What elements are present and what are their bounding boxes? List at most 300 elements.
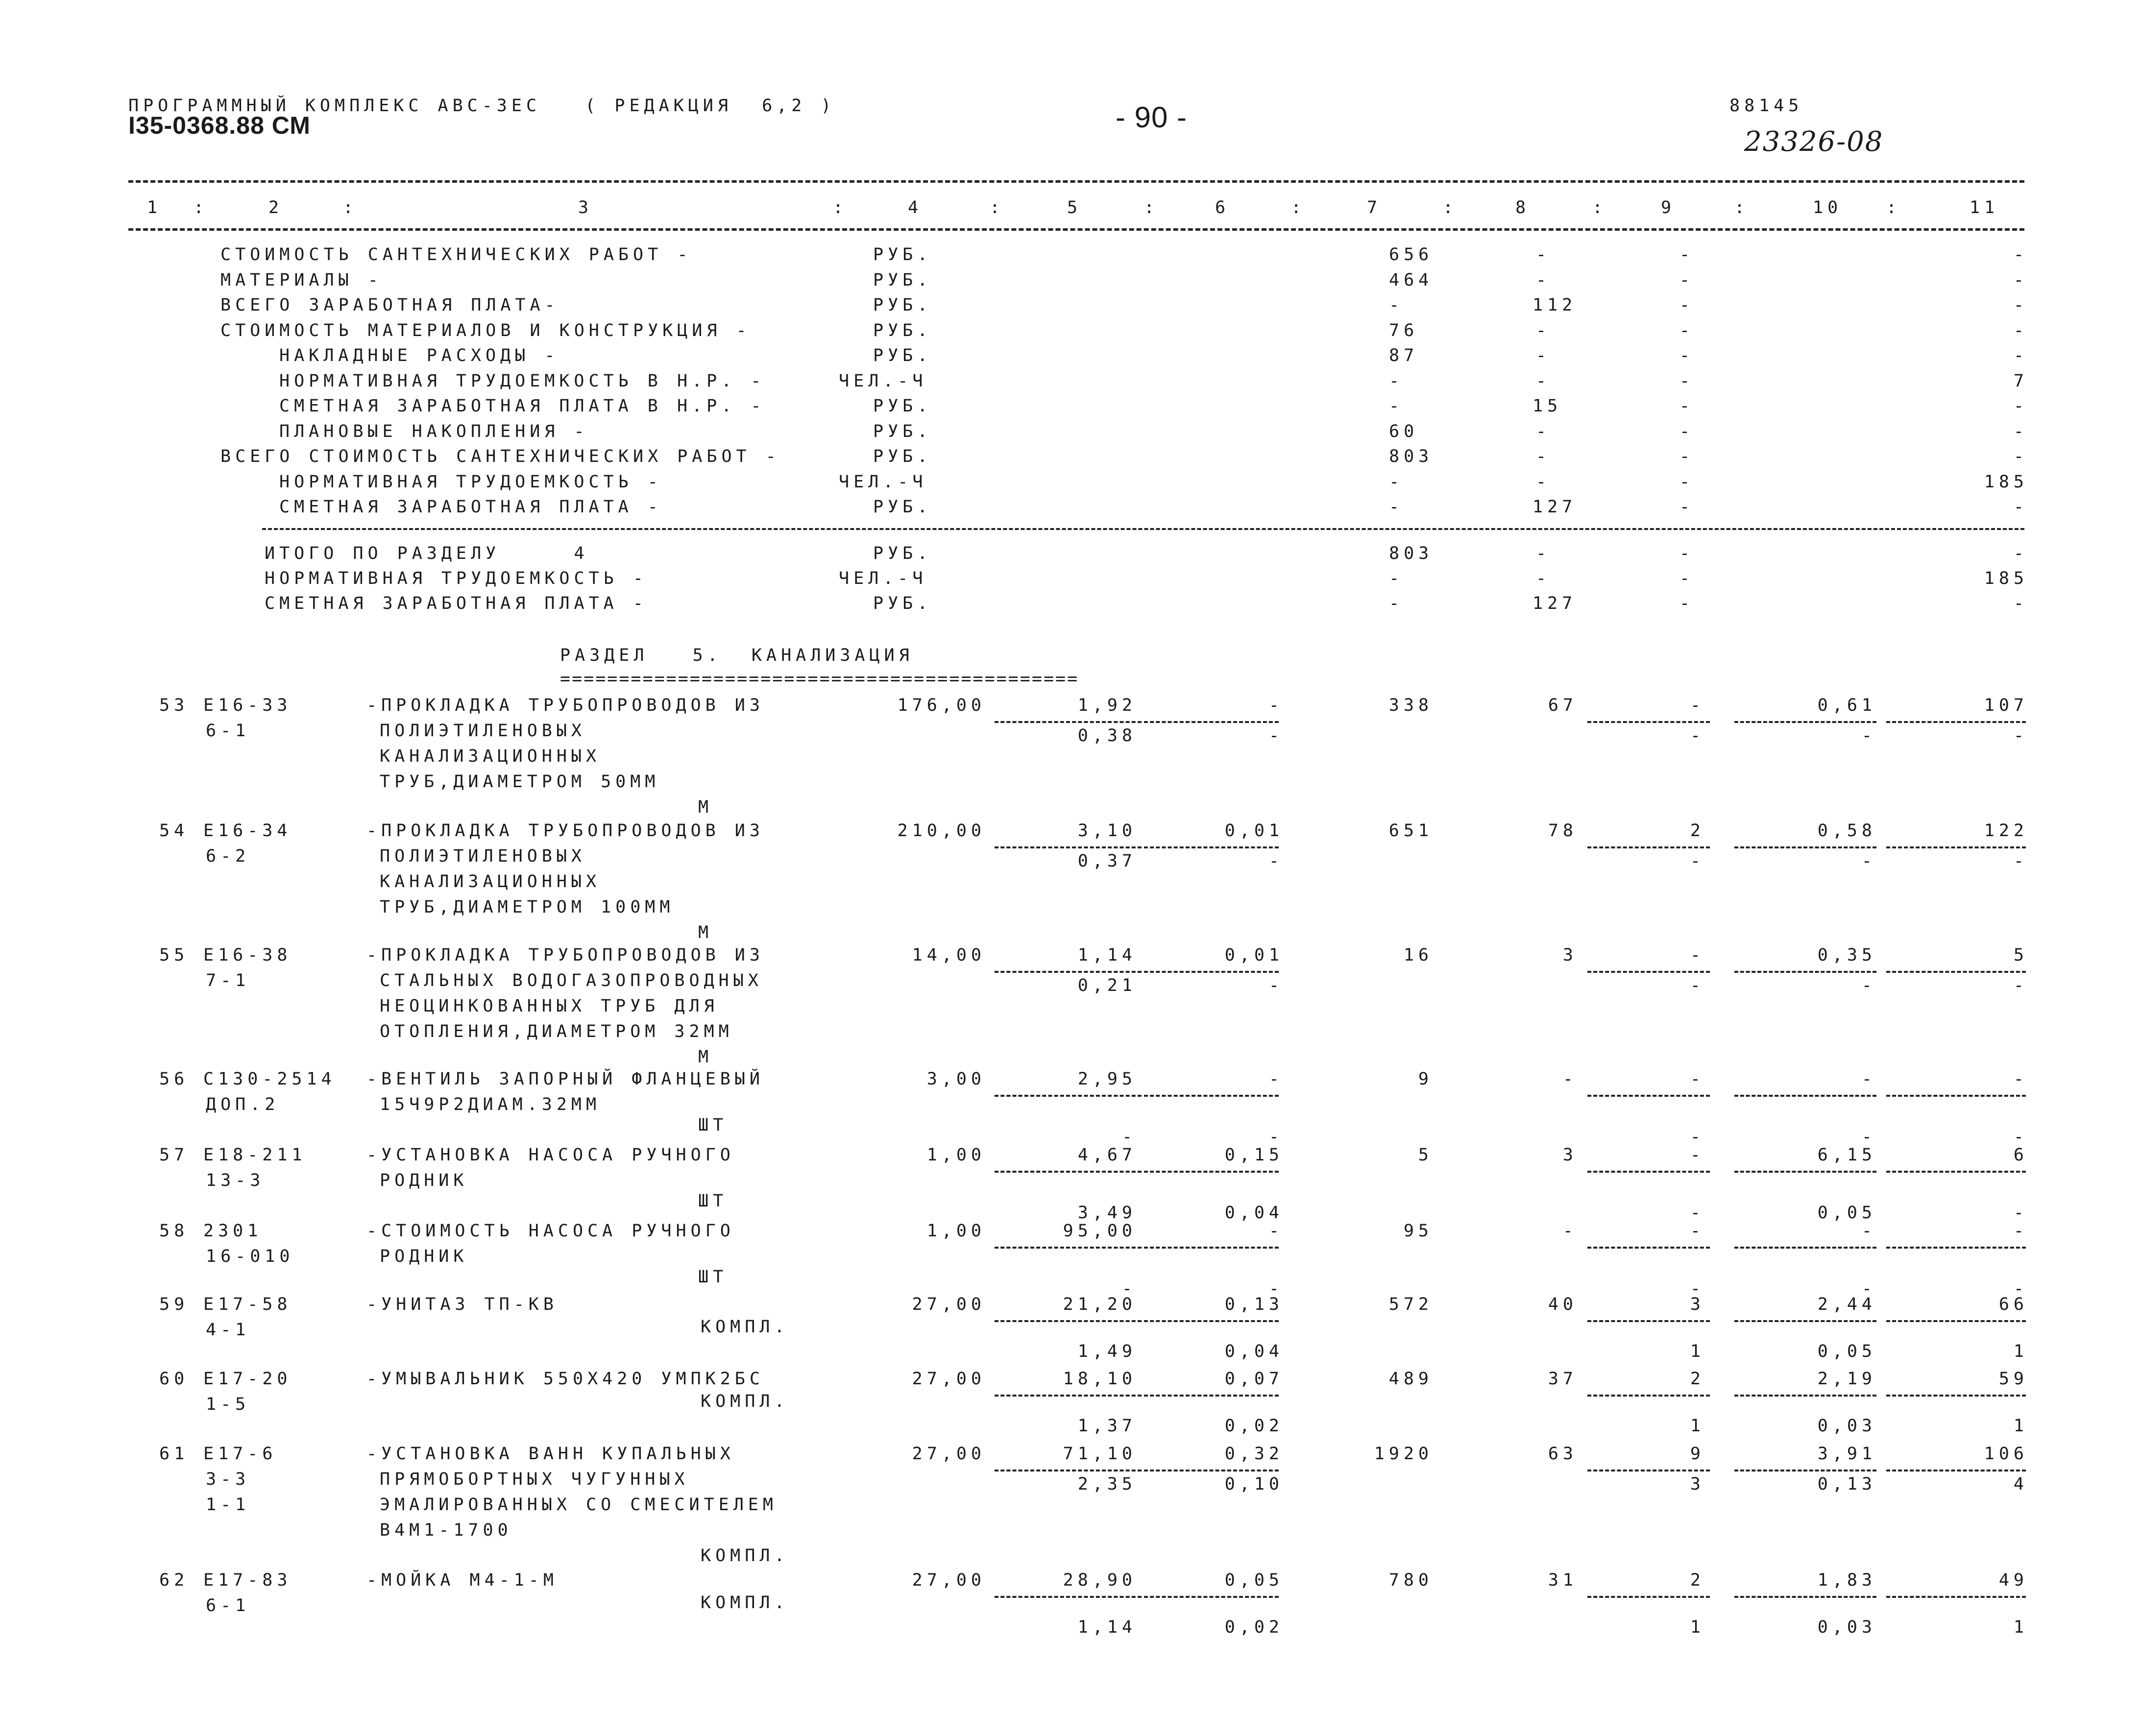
item-c11b: - — [2013, 851, 2028, 871]
item-c9b: 1 — [1690, 1617, 1705, 1637]
summary-row-col7: - — [1389, 295, 1404, 315]
item-description-line: -УМЫВАЛЬНИК 550Х420 УМПК2БС — [366, 1369, 764, 1389]
item-c5: 4,67 — [1077, 1145, 1137, 1165]
item-c8: 40 — [1548, 1295, 1578, 1314]
item-c5b: - — [1121, 1127, 1137, 1147]
column-header-cell: : — [833, 198, 848, 217]
item-description-line: -УНИТАЗ ТП-КВ — [366, 1295, 558, 1314]
item-c5b: 1,14 — [1077, 1617, 1137, 1637]
item-number: 58 — [159, 1221, 189, 1241]
item-subrule — [1587, 1470, 1710, 1471]
summary-row-col9: - — [1679, 421, 1695, 441]
column-header-cell: 10 — [1813, 198, 1843, 217]
totals-row-unit: ЧЕЛ.-Ч — [839, 569, 927, 588]
item-code-sub: 13-3 — [206, 1171, 265, 1190]
summary-row-col7: 803 — [1389, 447, 1434, 466]
item-c9b: 3 — [1690, 1474, 1705, 1494]
item-number: 61 — [159, 1444, 189, 1464]
item-code-sub: 6-1 — [206, 721, 250, 741]
summary-row-unit: РУБ. — [873, 320, 932, 340]
item-description-line: ТРУБ,ДИАМЕТРОМ 50ММ — [380, 772, 660, 792]
summary-row-col7: - — [1389, 396, 1404, 416]
item-c7: 16 — [1403, 945, 1433, 965]
item-c9: 2 — [1690, 821, 1705, 841]
item-c11: 66 — [1998, 1295, 2028, 1314]
item-subrule — [995, 1470, 1142, 1471]
item-c5b: 0,21 — [1077, 976, 1137, 995]
item-c10: 0,61 — [1817, 696, 1876, 715]
item-c7: 489 — [1388, 1369, 1433, 1389]
item-subrule — [1587, 1395, 1710, 1397]
item-c5: 2,95 — [1077, 1069, 1137, 1089]
item-c6b: 0,02 — [1224, 1416, 1284, 1436]
totals-row-col9: - — [1679, 544, 1695, 563]
item-subrule — [1144, 1247, 1279, 1249]
summary-row-col8: 15 — [1533, 396, 1562, 416]
summary-row-col8: - — [1536, 270, 1551, 290]
item-c10b: 0,13 — [1817, 1474, 1876, 1494]
item-description-line: В4М1-1700 — [380, 1520, 512, 1540]
summary-row-col7: - — [1389, 497, 1404, 517]
summary-row-label: СМЕТНАЯ ЗАРАБОТНАЯ ПЛАТА - — [279, 497, 662, 517]
item-code-sub: 16-010 — [206, 1247, 294, 1266]
item-c9: 2 — [1690, 1570, 1705, 1590]
item-code: Е18-211 — [203, 1145, 307, 1165]
item-c4: 210,00 — [897, 821, 986, 841]
item-subrule — [1886, 1470, 2026, 1471]
item-subrule — [1144, 1470, 1279, 1471]
item-c11: - — [2013, 1221, 2028, 1241]
item-c10: 6,15 — [1817, 1145, 1876, 1165]
item-c5: 71,10 — [1063, 1444, 1137, 1464]
item-subrule — [1886, 971, 2026, 973]
totals-row-col11: 185 — [1984, 569, 2028, 588]
item-subrule — [1886, 1171, 2026, 1173]
item-c4: 1,00 — [926, 1145, 986, 1165]
item-description-line: ЭМАЛИРОВАННЫХ СО СМЕСИТЕЛЕМ — [380, 1495, 778, 1515]
item-description-line: -ВЕНТИЛЬ ЗАПОРНЫЙ ФЛАНЦЕВЫЙ — [366, 1069, 764, 1089]
summary-row-col7: 60 — [1389, 421, 1419, 441]
item-c9b: - — [1690, 1127, 1705, 1147]
summary-row-col11: - — [2013, 497, 2028, 517]
summary-row-label: НОРМАТИВНАЯ ТРУДОЕМКОСТЬ В Н.Р. - — [279, 371, 766, 391]
item-subrule — [995, 1171, 1142, 1173]
item-subrule — [1144, 971, 1279, 973]
item-c10b: - — [1861, 726, 1876, 746]
summary-row-label: НОРМАТИВНАЯ ТРУДОЕМКОСТЬ - — [279, 472, 662, 492]
totals-row-col7: - — [1389, 594, 1404, 613]
item-code: Е16-33 — [203, 696, 292, 715]
summary-row-col11: - — [2013, 320, 2028, 340]
item-unit: М — [698, 1047, 713, 1067]
item-c11: 107 — [1984, 696, 2028, 715]
item-subrule — [1144, 1596, 1279, 1598]
item-subrule — [1734, 846, 1876, 848]
item-code: Е17-6 — [203, 1444, 277, 1464]
summary-row-col9: - — [1679, 371, 1695, 391]
item-c5b: 1,37 — [1077, 1416, 1137, 1436]
item-code-sub: 1-5 — [206, 1395, 250, 1414]
item-description-line: -ПРОКЛАДКА ТРУБОПРОВОДОВ ИЗ — [366, 696, 764, 715]
item-c9: - — [1690, 1221, 1705, 1241]
item-subrule — [1886, 846, 2026, 848]
item-subrule — [1587, 1596, 1710, 1598]
column-header-cell: : — [990, 198, 1005, 217]
column-header-cell: 7 — [1367, 198, 1382, 217]
item-subrule — [995, 1395, 1142, 1397]
item-c8: 31 — [1548, 1570, 1578, 1590]
summary-row-col11: - — [2013, 245, 2028, 265]
item-subrule — [1587, 1095, 1710, 1097]
item-c5: 21,20 — [1063, 1295, 1137, 1314]
item-subrule — [1886, 1095, 2026, 1097]
header-top-rule — [128, 180, 2024, 183]
item-description-line: НЕОЦИНКОВАННЫХ ТРУБ ДЛЯ — [380, 996, 719, 1016]
item-c4: 176,00 — [897, 696, 986, 715]
item-description-line: ПОЛИЭТИЛЕНОВЫХ — [380, 846, 586, 866]
item-code: Е16-34 — [203, 821, 292, 841]
item-c9: 3 — [1690, 1295, 1705, 1314]
totals-row-col7: 803 — [1389, 544, 1434, 563]
item-subrule — [1144, 1395, 1279, 1397]
item-code-sub: 6-1 — [206, 1596, 250, 1615]
summary-row-unit: РУБ. — [873, 295, 932, 315]
summary-row-label: ПЛАНОВЫЕ НАКОПЛЕНИЯ - — [279, 421, 589, 441]
item-subrule — [1734, 1095, 1876, 1097]
item-c8: 63 — [1548, 1444, 1578, 1464]
item-c4: 27,00 — [912, 1369, 986, 1389]
totals-row-unit: РУБ. — [873, 544, 932, 563]
summary-row-label: НАКЛАДНЫЕ РАСХОДЫ - — [279, 346, 560, 365]
summary-row-col7: 656 — [1389, 245, 1434, 265]
item-description-line: -УСТАНОВКА НАСОСА РУЧНОГО — [366, 1145, 735, 1165]
item-description-line: ПОЛИЭТИЛЕНОВЫХ — [380, 721, 586, 741]
item-c11b: 4 — [2013, 1474, 2028, 1494]
item-c9b: - — [1690, 1203, 1705, 1223]
item-c8: 67 — [1548, 696, 1578, 715]
item-subrule — [1587, 1320, 1710, 1322]
item-number: 62 — [159, 1570, 189, 1590]
summary-row-unit: РУБ. — [873, 396, 932, 416]
item-c6: 0,01 — [1224, 945, 1284, 965]
item-c5b: - — [1121, 1279, 1137, 1299]
item-subrule — [995, 1320, 1142, 1322]
item-description-line: РОДНИК — [380, 1171, 468, 1190]
item-c11b: - — [2013, 1127, 2028, 1147]
item-c7: 780 — [1388, 1570, 1433, 1590]
item-subrule — [1587, 971, 1710, 973]
item-subrule — [995, 1596, 1142, 1598]
item-c4: 14,00 — [912, 945, 986, 965]
item-c5b: 0,37 — [1077, 851, 1137, 871]
item-description-line: КАНАЛИЗАЦИОННЫХ — [380, 872, 601, 892]
item-number: 56 — [159, 1069, 189, 1089]
item-c4: 27,00 — [912, 1570, 986, 1590]
item-c6b: - — [1268, 1127, 1284, 1147]
item-code-sub: 7-1 — [206, 971, 250, 990]
summary-row-unit: ЧЕЛ.-Ч — [839, 472, 927, 492]
column-header-cell: 5 — [1067, 198, 1082, 217]
item-c5: 3,10 — [1077, 821, 1137, 841]
handwritten-note: 23326-08 — [1744, 126, 1884, 158]
summary-row-col11: - — [2013, 270, 2028, 290]
item-c6b: 0,04 — [1224, 1342, 1284, 1361]
summary-row-label: ВСЕГО ЗАРАБОТНАЯ ПЛАТА- — [220, 295, 560, 315]
item-c10b: - — [1861, 976, 1876, 995]
summary-row-col8: - — [1536, 320, 1551, 340]
item-subrule — [1886, 1320, 2026, 1322]
totals-row-unit: РУБ. — [873, 594, 932, 613]
item-c6: - — [1268, 1221, 1284, 1241]
summary-row-col7: 464 — [1389, 270, 1434, 290]
item-unit: КОМПЛ. — [701, 1392, 789, 1411]
item-c9b: 1 — [1690, 1416, 1705, 1436]
item-c4: 1,00 — [926, 1221, 986, 1241]
totals-row-col11: - — [2013, 544, 2028, 563]
item-code: 2301 — [203, 1221, 263, 1241]
item-c7: 95 — [1403, 1221, 1433, 1241]
summary-row-col8: - — [1536, 371, 1551, 391]
item-c5: 95,00 — [1063, 1221, 1137, 1241]
item-code: Е17-83 — [203, 1570, 292, 1590]
item-c6: - — [1268, 1069, 1284, 1089]
summary-row-col9: - — [1679, 320, 1695, 340]
item-c9b: - — [1690, 726, 1705, 746]
item-subrule — [1734, 1470, 1876, 1471]
item-description-line: -МОЙКА М4-1-М — [366, 1570, 558, 1590]
summary-row-col9: - — [1679, 346, 1695, 365]
item-c8: 78 — [1548, 821, 1578, 841]
item-description-line: -СТОИМОСТЬ НАСОСА РУЧНОГО — [366, 1221, 735, 1241]
item-subrule — [1144, 1320, 1279, 1322]
column-header-cell: 6 — [1215, 198, 1230, 217]
column-header-cell: : — [1291, 198, 1306, 217]
column-header-cell: 4 — [908, 198, 923, 217]
item-code-sub: 4-1 — [206, 1320, 250, 1340]
item-c11: 122 — [1984, 821, 2028, 841]
item-unit: ШТ — [698, 1115, 728, 1135]
item-number: 53 — [159, 696, 189, 715]
summary-row-col8: 112 — [1533, 295, 1577, 315]
item-c6: 0,15 — [1224, 1145, 1284, 1165]
item-c7: 9 — [1418, 1069, 1433, 1089]
item-subrule — [1587, 1171, 1710, 1173]
item-c9: - — [1690, 945, 1705, 965]
item-c11: 106 — [1984, 1444, 2028, 1464]
item-code-sub: 6-2 — [206, 846, 250, 866]
summary-row-unit: РУБ. — [873, 447, 932, 466]
item-c11: 59 — [1998, 1369, 2028, 1389]
item-code-sub: ДОП.2 — [206, 1095, 280, 1114]
summary-row-col9: - — [1679, 472, 1695, 492]
summary-row-label: СМЕТНАЯ ЗАРАБОТНАЯ ПЛАТА В Н.Р. - — [279, 396, 766, 416]
header-bottom-rule — [128, 228, 2024, 231]
item-subrule — [1734, 1171, 1876, 1173]
summary-row-col11: 185 — [1984, 472, 2028, 492]
summary-row-col7: - — [1389, 472, 1404, 492]
section-underline: ============================================ — [560, 669, 1079, 689]
summary-row-col9: - — [1679, 295, 1695, 315]
item-description-line: РОДНИК — [380, 1247, 468, 1266]
item-description-line: -ПРОКЛАДКА ТРУБОПРОВОДОВ ИЗ — [366, 821, 764, 841]
summary-row-col11: 7 — [2013, 371, 2028, 391]
item-unit: КОМПЛ. — [701, 1317, 789, 1337]
item-c10: 2,19 — [1817, 1369, 1876, 1389]
column-header-cell: 1 — [147, 198, 162, 217]
summary-row-col7: 87 — [1389, 346, 1419, 365]
item-subrule — [995, 846, 1142, 848]
item-c10b: 0,03 — [1817, 1617, 1876, 1637]
summary-row-label: МАТЕРИАЛЫ - — [220, 270, 383, 290]
column-header-cell: 9 — [1661, 198, 1676, 217]
summary-row-unit: РУБ. — [873, 270, 932, 290]
summary-row-col8: 127 — [1533, 497, 1577, 517]
item-c4: 27,00 — [912, 1444, 986, 1464]
summary-row-col9: - — [1679, 497, 1695, 517]
item-number: 55 — [159, 945, 189, 965]
item-c10: 2,44 — [1817, 1295, 1876, 1314]
item-c5b: 1,49 — [1077, 1342, 1137, 1361]
item-subrule — [1886, 1596, 2026, 1598]
summary-row-col8: - — [1536, 245, 1551, 265]
item-subrule — [1886, 1247, 2026, 1249]
item-unit: ШТ — [698, 1267, 728, 1287]
item-c10b: - — [1861, 851, 1876, 871]
item-c7: 5 — [1418, 1145, 1433, 1165]
item-description-line: ПРЯМОБОРТНЫХ ЧУГУННЫХ — [380, 1470, 689, 1489]
item-c9: - — [1690, 1069, 1705, 1089]
item-subrule — [1144, 1095, 1279, 1097]
item-c6: 0,13 — [1224, 1295, 1284, 1314]
item-c11: 6 — [2013, 1145, 2028, 1165]
document-code: I35-0368.88 СМ — [128, 112, 311, 139]
item-number: 57 — [159, 1145, 189, 1165]
summary-row-unit: РУБ. — [873, 497, 932, 517]
item-c10b: 0,05 — [1817, 1342, 1876, 1361]
item-c5b: 0,38 — [1077, 726, 1137, 746]
item-code: Е17-58 — [203, 1295, 292, 1314]
item-c11b: 1 — [2013, 1342, 2028, 1361]
item-c6b: 0,10 — [1224, 1474, 1284, 1494]
item-c11b: - — [2013, 726, 2028, 746]
item-subrule — [1587, 1247, 1710, 1249]
item-description-line: КАНАЛИЗАЦИОННЫХ — [380, 747, 601, 766]
totals-row-col8: - — [1536, 544, 1551, 563]
item-c5: 28,90 — [1063, 1570, 1137, 1590]
totals-row-col9: - — [1679, 594, 1695, 613]
item-c9: - — [1690, 1145, 1705, 1165]
totals-row-label: НОРМАТИВНАЯ ТРУДОЕМКОСТЬ - — [265, 569, 648, 588]
item-c10: 3,91 — [1817, 1444, 1876, 1464]
item-c11: 5 — [2013, 945, 2028, 965]
summary-row-label: СТОИМОСТЬ МАТЕРИАЛОВ И КОНСТРУКЦИЯ - — [220, 320, 751, 340]
item-number: 59 — [159, 1295, 189, 1314]
item-c10b: 0,05 — [1817, 1203, 1876, 1223]
summary-row-col9: - — [1679, 447, 1695, 466]
summary-row-col8: - — [1536, 346, 1551, 365]
item-subrule — [1734, 1596, 1876, 1598]
summary-row-unit: РУБ. — [873, 421, 932, 441]
item-c11b: 1 — [2013, 1416, 2028, 1436]
totals-row-col8: - — [1536, 569, 1551, 588]
item-c11b: - — [2013, 1279, 2028, 1299]
item-c7: 1920 — [1374, 1444, 1433, 1464]
item-c9: 2 — [1690, 1369, 1705, 1389]
summary-row-col8: - — [1536, 421, 1551, 441]
item-description-line: ОТОПЛЕНИЯ,ДИАМЕТРОМ 32ММ — [380, 1022, 733, 1041]
item-unit: М — [698, 797, 713, 817]
item-subrule — [1734, 1320, 1876, 1322]
item-subrule — [1734, 971, 1876, 973]
summary-row-unit: РУБ. — [873, 245, 932, 265]
item-c9b: - — [1690, 851, 1705, 871]
item-c9b: - — [1690, 1279, 1705, 1299]
item-subrule — [995, 721, 1142, 723]
column-header-cell: 8 — [1515, 198, 1531, 217]
item-c5: 1,92 — [1077, 696, 1137, 715]
summary-row-col9: - — [1679, 396, 1695, 416]
item-c9: 9 — [1690, 1444, 1705, 1464]
summary-row-unit: РУБ. — [873, 346, 932, 365]
item-c11b: - — [2013, 976, 2028, 995]
item-c4: 27,00 — [912, 1295, 986, 1314]
summary-row-unit: ЧЕЛ.-Ч — [839, 371, 927, 391]
item-c7: 651 — [1388, 821, 1433, 841]
summary-row-col8: - — [1536, 472, 1551, 492]
item-c5: 18,10 — [1063, 1369, 1137, 1389]
summary-row-label: ВСЕГО СТОИМОСТЬ САНТЕХНИЧЕСКИХ РАБОТ - — [220, 447, 780, 466]
totals-row-col8: 127 — [1533, 594, 1577, 613]
column-header-cell: : — [1443, 198, 1458, 217]
item-subrule — [1587, 721, 1710, 723]
item-code-sub: 3-3 — [206, 1470, 250, 1489]
item-subrule — [995, 1095, 1142, 1097]
totals-row-col11: - — [2013, 594, 2028, 613]
item-c10: - — [1861, 1069, 1876, 1089]
item-description-line: -ПРОКЛАДКА ТРУБОПРОВОДОВ ИЗ — [366, 945, 764, 965]
item-subrule — [995, 971, 1142, 973]
totals-separator — [262, 528, 2024, 530]
item-c6b: - — [1268, 1279, 1284, 1299]
item-unit: КОМПЛ. — [701, 1593, 789, 1613]
item-subrule — [1734, 721, 1876, 723]
item-description-line: СТАЛЬНЫХ ВОДОГАЗОПРОВОДНЫХ — [380, 971, 763, 990]
totals-row-label: ИТОГО ПО РАЗДЕЛУ 4 — [265, 544, 589, 563]
column-header-cell: : — [194, 198, 209, 217]
item-subrule — [995, 1247, 1142, 1249]
item-code: Е17-20 — [203, 1369, 292, 1389]
item-c11: 49 — [1998, 1570, 2028, 1590]
item-c6: - — [1268, 696, 1284, 715]
item-c5b: 3,49 — [1077, 1203, 1137, 1223]
column-header-cell: : — [343, 198, 358, 217]
item-c8: 3 — [1562, 1145, 1578, 1165]
summary-row-col7: - — [1389, 371, 1404, 391]
item-code: Е16-38 — [203, 945, 292, 965]
summary-row-col11: - — [2013, 295, 2028, 315]
column-header-cell: 3 — [578, 198, 593, 217]
program-title: ПРОГРАММНЫЙ КОМПЛЕКС АВС-ЗЕС ( РЕДАКЦИЯ 6,2 ) — [128, 96, 836, 116]
totals-row-label: СМЕТНАЯ ЗАРАБОТНАЯ ПЛАТА - — [265, 594, 648, 613]
summary-row-col11: - — [2013, 421, 2028, 441]
column-header-cell: : — [1734, 198, 1750, 217]
item-c10b: - — [1861, 1127, 1876, 1147]
item-c8: 37 — [1548, 1369, 1578, 1389]
item-c10: 1,83 — [1817, 1570, 1876, 1590]
item-c7: 338 — [1388, 696, 1433, 715]
item-unit: КОМПЛ. — [701, 1546, 789, 1566]
item-code: С130-2514 — [203, 1069, 336, 1089]
